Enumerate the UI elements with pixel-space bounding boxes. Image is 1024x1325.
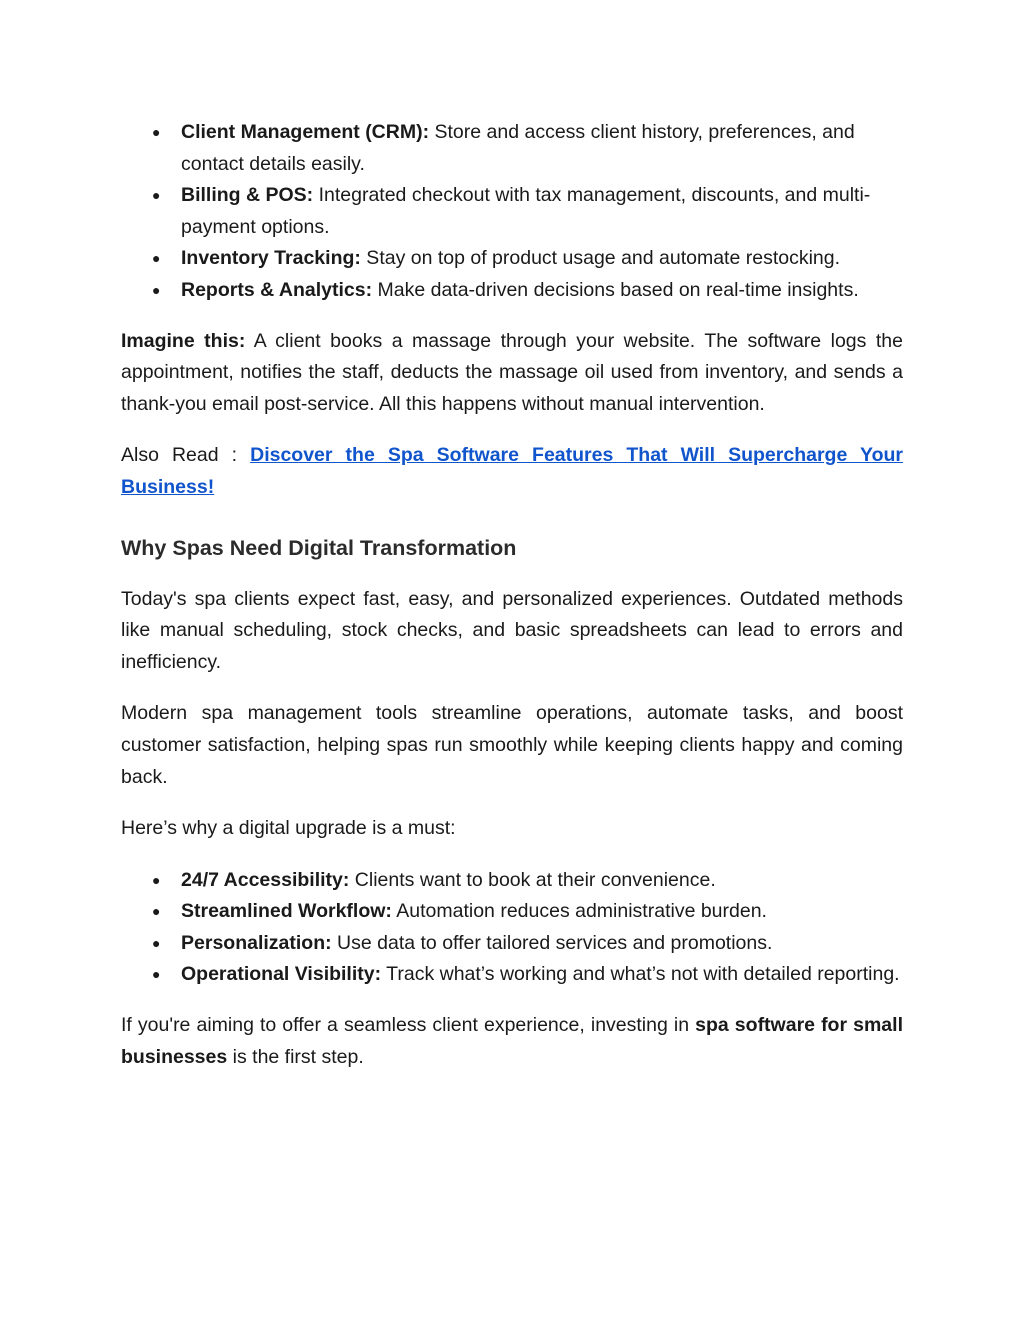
list-item — [152, 243, 903, 275]
imagine-paragraph — [121, 326, 903, 421]
bullet-icon: ● — [152, 187, 161, 204]
also-read-link[interactable]: Discover the Spa Software Features That Will Supercharge Your Business! — [121, 444, 903, 498]
list-item-term: Streamlined Workflow: — [181, 900, 392, 923]
bullet-icon: ● — [152, 124, 161, 140]
also-read-paragraph — [121, 440, 903, 503]
list-item — [152, 275, 903, 307]
list-item — [152, 896, 903, 928]
list-item-term: Billing & POS: — [181, 184, 314, 207]
list-item-desc: Clients want to book at their convenience. — [349, 868, 716, 891]
upgrade-paragraph: Here’s why a digital upgrade is a must: — [121, 817, 456, 840]
list-item-term: Reports & Analytics: — [181, 278, 373, 301]
list-item — [152, 117, 903, 180]
tools-paragraph: Modern spa management tools streamline operations, automate tasks, and boost customer satisfaction, helping spas run smoothly while keeping clients happy and coming back. — [121, 702, 903, 788]
list-item — [152, 180, 903, 243]
list-item-term: Personalization: — [181, 931, 332, 954]
list-item — [152, 959, 903, 991]
imagine-lead: Imagine this: — [121, 329, 246, 352]
document-page — [121, 117, 903, 1073]
bullet-icon: ● — [152, 934, 161, 951]
list-item-desc: Stay on top of product usage and automate restocking. — [360, 247, 841, 270]
list-item-desc: Use data to offer tailored services and promotions. — [331, 931, 773, 954]
also-read-prefix: Also Read : — [121, 444, 251, 467]
reasons-list — [121, 865, 903, 991]
section-heading-text: Why Spas Need Digital Transformation — [121, 535, 517, 560]
bullet-icon: ● — [152, 903, 161, 920]
closing-bold: spa software for small businesses — [121, 1014, 903, 1068]
section-heading — [121, 532, 903, 564]
closing-before: If you're aiming to offer a seamless client experience, investing in — [121, 1014, 696, 1037]
list-item-term: Inventory Tracking: — [181, 247, 361, 270]
closing-paragraph — [121, 1010, 903, 1073]
bullet-icon: ● — [152, 871, 161, 888]
list-item-term: Operational Visibility: — [181, 963, 382, 986]
list-item-desc: Store and access client history, preferences, and contact details easily. — [181, 121, 855, 175]
list-item-desc: Make data-driven decisions based on real-time insights. — [372, 278, 859, 301]
list-item-term: 24/7 Accessibility: — [181, 868, 350, 891]
intro-paragraph: Today's spa clients expect fast, easy, and personalized experiences. Outdated methods like manual scheduling, stock checks, and basic spreadsheets can lead to errors and inefficiency. — [121, 587, 903, 673]
list-item — [152, 865, 903, 897]
bullet-icon: ● — [152, 966, 161, 983]
bullet-icon: ● — [152, 250, 161, 267]
imagine-text: A client books a massage through your website. The software logs the appointment, notifies the staff, deducts the massage oil used from inventory, and sends a thank-you email post-service. All this happens without manual intervention. — [121, 329, 903, 415]
list-item-desc: Track what’s working and what’s not with detailed reporting. — [381, 963, 900, 986]
list-item-desc: Integrated checkout with tax management, discounts, and multi-payment options. — [181, 184, 871, 238]
list-item-desc: Automation reduces administrative burden. — [391, 900, 767, 923]
closing-after: is the first step. — [227, 1045, 364, 1068]
bullet-icon: ● — [152, 281, 161, 298]
features-list — [121, 117, 903, 307]
list-item-term: Client Management (CRM): — [181, 121, 430, 143]
list-item — [152, 928, 903, 960]
